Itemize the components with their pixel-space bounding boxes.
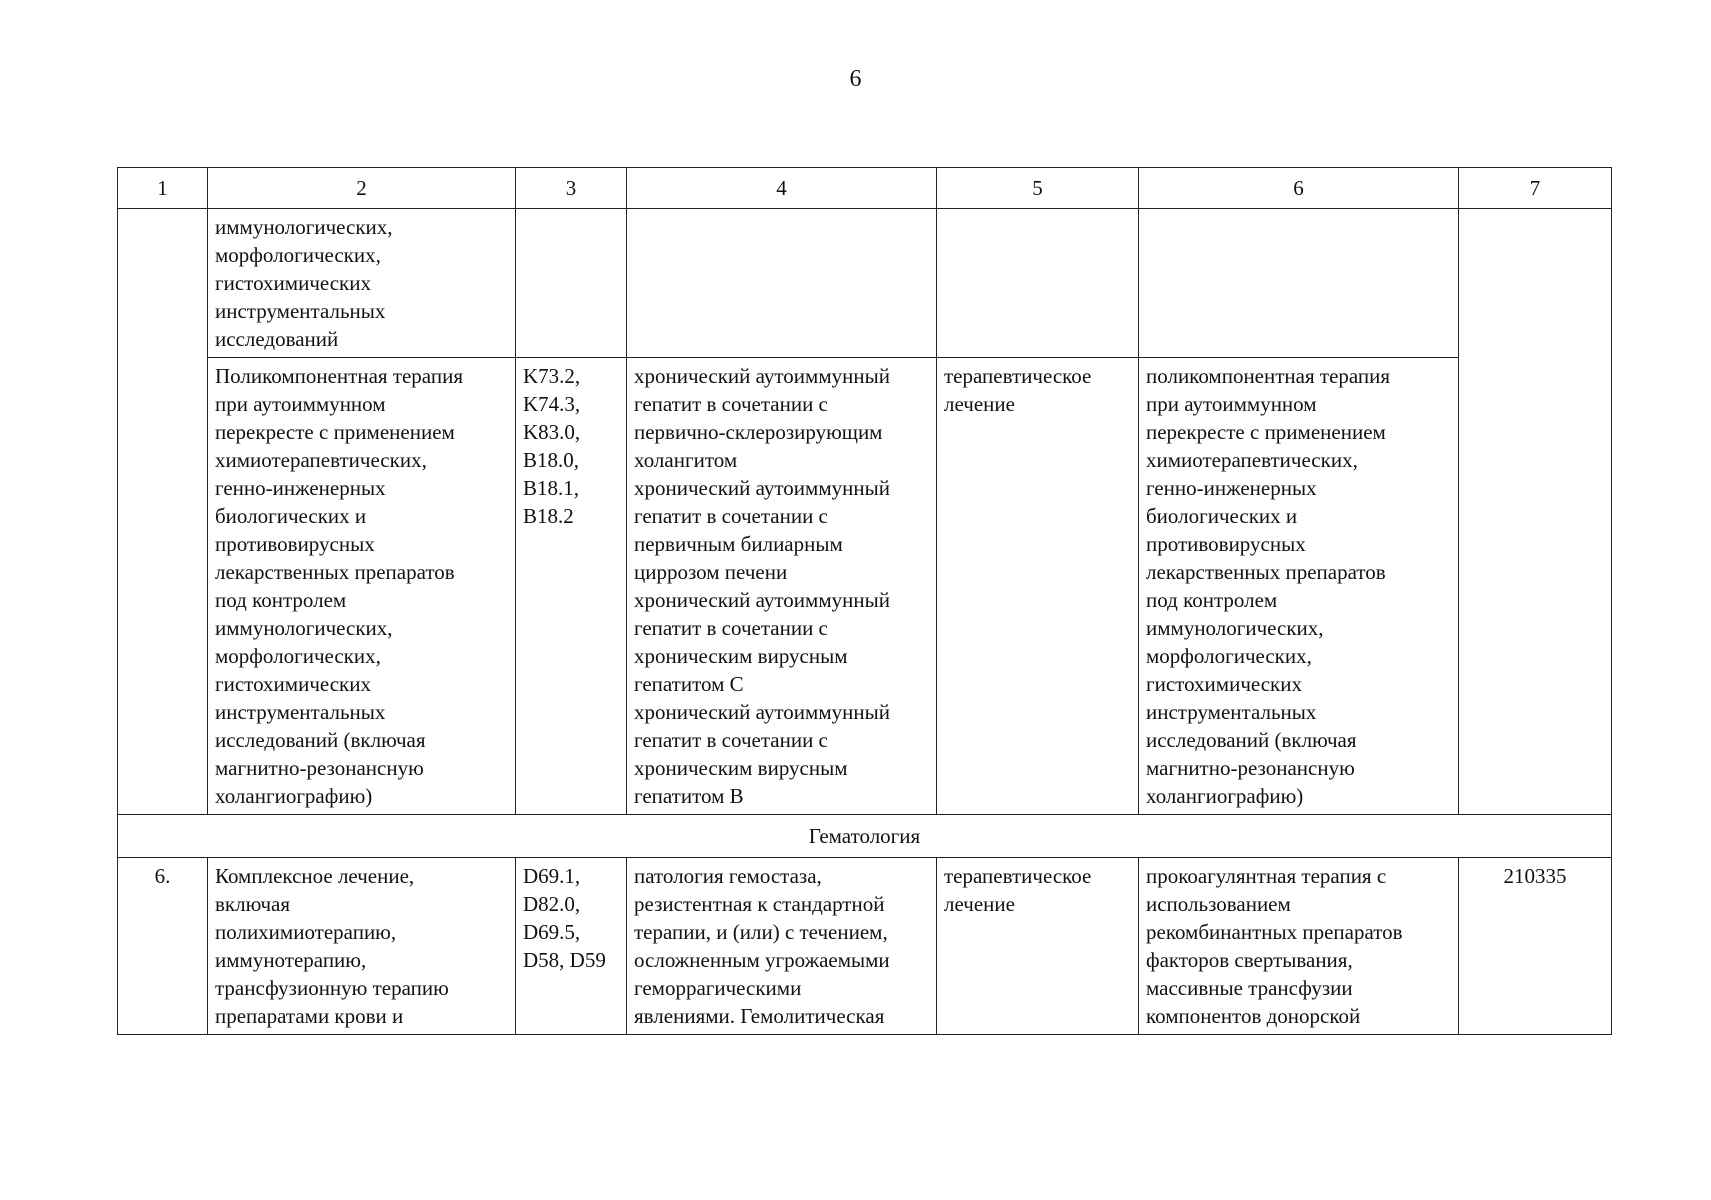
treatment-type-cell	[937, 209, 1139, 358]
patient-model-cell	[627, 209, 937, 358]
text-line: перекресте с применением	[1146, 420, 1386, 444]
text-line: явлениями. Гемолитическая	[634, 1004, 885, 1028]
text-line: иммунотерапию,	[215, 948, 367, 972]
text-line: иммунологических,	[215, 215, 393, 239]
text-line: под контролем	[215, 588, 347, 612]
text-line: перекресте с применением	[215, 420, 455, 444]
treatment-type-cell	[937, 858, 1139, 1035]
patient-model-text	[634, 362, 929, 810]
cost-cell	[1459, 209, 1612, 815]
text-line: лечение	[944, 392, 1015, 416]
text-line: трансфузионную терапию	[215, 976, 449, 1000]
section-title: Гематология	[118, 815, 1612, 858]
text-line: хронический аутоиммунный	[634, 476, 890, 500]
text-line: гепатит в сочетании с	[634, 616, 828, 640]
text-line: B18.2	[523, 504, 574, 528]
page-number: 6	[849, 66, 862, 92]
text-line: D69.5,	[523, 920, 581, 944]
text-line: магнитно-резонансную	[215, 756, 424, 780]
text-line: хроническим вирусным	[634, 756, 848, 780]
text-line: гистохимических	[1146, 672, 1302, 696]
text-line: биологических и	[1146, 504, 1298, 528]
section-row	[118, 815, 1612, 858]
column-number-6: 6	[1139, 168, 1459, 209]
table-row	[118, 858, 1612, 1035]
text-line: при аутоиммунном	[1146, 392, 1317, 416]
text-line: инструментальных	[215, 299, 386, 323]
text-line: биологических и	[215, 504, 367, 528]
column-number-2: 2	[208, 168, 516, 209]
table-row	[118, 358, 1612, 815]
text-line: противовирусных	[215, 532, 375, 556]
text-line: терапевтическое	[944, 364, 1092, 388]
text-line: массивные трансфузии	[1146, 976, 1353, 1000]
text-line: исследований (включая	[215, 728, 426, 752]
codes-cell	[516, 209, 627, 358]
medical-care-table	[117, 167, 1612, 1035]
text-line: исследований	[215, 327, 339, 351]
text-line: гепатитом C	[634, 672, 744, 696]
patient-model-cell	[627, 358, 937, 815]
text-line: D58, D59	[523, 948, 606, 972]
text-line: терапии, и (или) с течением,	[634, 920, 888, 944]
text-line: циррозом печени	[634, 560, 788, 584]
text-line: холангитом	[634, 448, 738, 472]
column-number-7: 7	[1459, 168, 1612, 209]
text-line: морфологических,	[1146, 644, 1312, 668]
treatment-type-text	[944, 362, 1131, 418]
treatment-type-text	[944, 862, 1131, 918]
text-line: патология гемостаза,	[634, 864, 822, 888]
treatment-method-cell	[1139, 858, 1459, 1035]
text-line: гистохимических	[215, 271, 371, 295]
text-line: иммунологических,	[215, 616, 393, 640]
text-line: D82.0,	[523, 892, 581, 916]
text-line: магнитно-резонансную	[1146, 756, 1355, 780]
text-line: рекомбинантных препаратов	[1146, 920, 1403, 944]
text-line: морфологических,	[215, 644, 381, 668]
text-line: первично-склерозирующим	[634, 420, 883, 444]
method-name-cell	[208, 209, 516, 358]
method-name-text	[215, 362, 508, 810]
text-line: геморрагическими	[634, 976, 802, 1000]
text-line: факторов свертывания,	[1146, 948, 1353, 972]
text-line: K73.2,	[523, 364, 581, 388]
treatment-type-cell	[937, 358, 1139, 815]
method-name-cell	[208, 358, 516, 815]
patient-model-text	[634, 862, 929, 1030]
text-line: исследований (включая	[1146, 728, 1357, 752]
treatment-method-text	[1146, 362, 1451, 810]
text-line: лекарственных препаратов	[215, 560, 455, 584]
text-line: при аутоиммунном	[215, 392, 386, 416]
text-line: включая	[215, 892, 291, 916]
column-number-row	[118, 168, 1612, 209]
text-line: гистохимических	[215, 672, 371, 696]
codes-cell	[516, 858, 627, 1035]
text-line: морфологических,	[215, 243, 381, 267]
text-line: D69.1,	[523, 864, 581, 888]
text-line: иммунологических,	[1146, 616, 1324, 640]
text-line: Комплексное лечение,	[215, 864, 415, 888]
text-line: генно-инженерных	[215, 476, 386, 500]
row-number-cell	[118, 209, 208, 815]
treatment-method-cell	[1139, 358, 1459, 815]
text-line: K83.0,	[523, 420, 581, 444]
text-line: резистентная к стандартной	[634, 892, 885, 916]
table-row	[118, 209, 1612, 358]
icd-codes-text	[523, 862, 619, 974]
text-line: хронический аутоиммунный	[634, 588, 890, 612]
method-name-cell	[208, 858, 516, 1035]
text-line: полихимиотерапию,	[215, 920, 397, 944]
text-line: прокоагулянтная терапия с	[1146, 864, 1387, 888]
text-line: инструментальных	[1146, 700, 1317, 724]
text-line: генно-инженерных	[1146, 476, 1317, 500]
treatment-method-cell	[1139, 209, 1459, 358]
text-line: терапевтическое	[944, 864, 1092, 888]
text-line: хронический аутоиммунный	[634, 364, 890, 388]
column-number-1: 1	[118, 168, 208, 209]
text-line: B18.0,	[523, 448, 580, 472]
text-line: лечение	[944, 892, 1015, 916]
text-line: гепатит в сочетании с	[634, 392, 828, 416]
column-number-4: 4	[627, 168, 937, 209]
text-line: Поликомпонентная терапия	[215, 364, 463, 388]
text-line: осложненным угрожаемыми	[634, 948, 890, 972]
text-line: компонентов донорской	[1146, 1004, 1361, 1028]
text-line: холангиографию)	[1146, 784, 1304, 808]
column-number-3: 3	[516, 168, 627, 209]
codes-cell	[516, 358, 627, 815]
row-number-cell: 6.	[118, 858, 208, 1035]
text-line: гепатит в сочетании с	[634, 728, 828, 752]
column-number-5: 5	[937, 168, 1139, 209]
text-line: B18.1,	[523, 476, 580, 500]
text-line: лекарственных препаратов	[1146, 560, 1386, 584]
text-line: хроническим вирусным	[634, 644, 848, 668]
cost-cell: 210335	[1459, 858, 1612, 1035]
patient-model-cell	[627, 858, 937, 1035]
text-line: противовирусных	[1146, 532, 1306, 556]
method-name-text	[215, 213, 508, 353]
text-line: гепатитом B	[634, 784, 744, 808]
text-line: химиотерапевтических,	[1146, 448, 1358, 472]
text-line: инструментальных	[215, 700, 386, 724]
text-line: препаратами крови и	[215, 1004, 404, 1028]
text-line: химиотерапевтических,	[215, 448, 427, 472]
text-line: гепатит в сочетании с	[634, 504, 828, 528]
icd-codes-text	[523, 362, 619, 530]
text-line: использованием	[1146, 892, 1291, 916]
text-line: холангиографию)	[215, 784, 373, 808]
text-line: хронический аутоиммунный	[634, 700, 890, 724]
method-name-text	[215, 862, 508, 1030]
text-line: K74.3,	[523, 392, 581, 416]
treatment-method-text	[1146, 862, 1451, 1030]
text-line: под контролем	[1146, 588, 1278, 612]
text-line: поликомпонентная терапия	[1146, 364, 1391, 388]
text-line: первичным билиарным	[634, 532, 843, 556]
